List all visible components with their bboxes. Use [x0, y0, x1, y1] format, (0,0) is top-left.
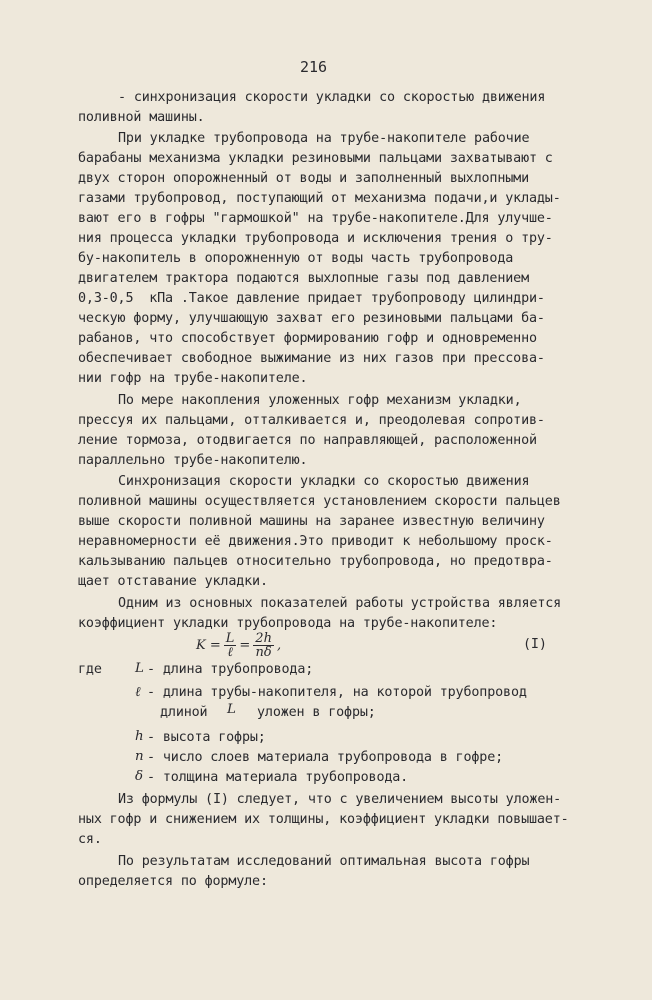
text-line: выше скорости поливной машины на заранее известную величину: [78, 514, 545, 529]
symbol-L: L: [135, 661, 144, 676]
text-line: двух сторон опорожненный от воды и заполненный выхлопными: [78, 171, 529, 186]
text-line: газами трубопровод, поступающий от механизма подачи,и уклады-: [78, 191, 561, 206]
symbol-l: ℓ: [135, 685, 141, 700]
text-line: ния процесса укладки трубопровода и исключения трения о тру-: [78, 231, 553, 246]
text-line: щает отставание укладки.: [78, 574, 268, 589]
text-line: - синхронизация скорости укладки со скоростью движения: [118, 90, 546, 105]
formula-lhs: K =: [196, 637, 221, 653]
formula-fraction-2: [253, 632, 274, 659]
where-item: - длина трубы-накопителя, на которой трубопровод: [147, 685, 527, 700]
text-line: поливной машины осуществляется установлением скорости пальцев: [78, 494, 561, 509]
text-line: ся.: [78, 832, 102, 847]
text-line: 0,3-0,5 кПа .Такое давление придает трубопроводу цилиндри-: [78, 291, 545, 306]
text-line: вают его в гофры "гармошкой" на трубе-накопителе.Для улучше-: [78, 211, 553, 226]
text-line: рабанов, что способствует формированию гофр и одновременно: [78, 331, 537, 346]
text-line: неравномерности её движения.Это приводит к небольшому проск-: [78, 534, 553, 549]
text-line: коэффициент укладки трубопровода на трубе-накопителе:: [78, 616, 498, 631]
text-line: нии гофр на трубе-накопителе.: [78, 371, 308, 386]
formula-f1-numerator: L: [225, 630, 235, 646]
formula-f2-numerator: 2h: [255, 630, 272, 646]
text-line: бу-накопитель в опорожненную от воды часть трубопровода: [78, 251, 514, 266]
text-line: параллельно трубе-накопителю.: [78, 453, 308, 468]
symbol-delta: δ: [135, 769, 143, 784]
text-line: двигателем трактора подаются выхлопные газы под давлением: [78, 271, 529, 286]
text-line: Одним из основных показателей работы устройства является: [118, 596, 562, 611]
symbol-h: h: [135, 729, 144, 744]
text-line: прессуя их пальцами, отталкивается и, преодолевая сопротив-: [78, 413, 545, 428]
where-item: - длина трубопровода;: [147, 662, 314, 677]
text-line: Из формулы (I) следует, что с увеличением высоты уложен-: [118, 792, 562, 807]
text-line: ление тормоза, отодвигается по направляющей, расположенной: [78, 433, 537, 448]
text-line: ных гофр и снижением их толщины, коэффициент укладки повышает-: [78, 812, 569, 827]
text-line: ческую форму, улучшающую захват его резиновыми пальцами ба-: [78, 311, 545, 326]
text-line: Синхронизация скорости укладки со скоростью движения: [118, 474, 530, 489]
text-line: По мере накопления уложенных гофр механизм укладки,: [118, 393, 522, 408]
text-line: По результатам исследований оптимальная высота гофры: [118, 854, 530, 869]
symbol-n: n: [135, 749, 144, 764]
formula-fraction-1: [224, 632, 237, 659]
text-line: При укладке трубопровода на трубе-накопителе рабочие: [118, 131, 530, 146]
where-item: - высота гофры;: [147, 730, 266, 745]
formula-equals: =: [239, 637, 251, 653]
formula-tail: ,: [276, 637, 282, 653]
page-number: 216: [300, 58, 328, 76]
where-item-continued: уложен в гофры;: [257, 705, 376, 720]
formula-f1-denominator: ℓ: [227, 644, 233, 660]
where-word: где: [78, 662, 102, 677]
text-line: барабаны механизма укладки резиновыми пальцами захватывают с: [78, 151, 553, 166]
text-line: кальзыванию пальцев относительно трубопровода, но предотвра-: [78, 554, 553, 569]
where-item-continued: длиной: [160, 705, 208, 720]
text-line: определяется по формуле:: [78, 874, 268, 889]
formula-f2-denominator: nδ: [255, 644, 272, 660]
where-item: - число слоев материала трубопровода в гофре;: [147, 750, 504, 765]
symbol-L: L: [227, 702, 236, 717]
formula-number: (I): [523, 637, 547, 652]
text-line: обеспечивает свободное выжимание из них газов при прессова-: [78, 351, 545, 366]
formula: [196, 628, 281, 662]
where-item: - толщина материала трубопровода.: [147, 770, 409, 785]
text-line: поливной машины.: [78, 110, 205, 125]
